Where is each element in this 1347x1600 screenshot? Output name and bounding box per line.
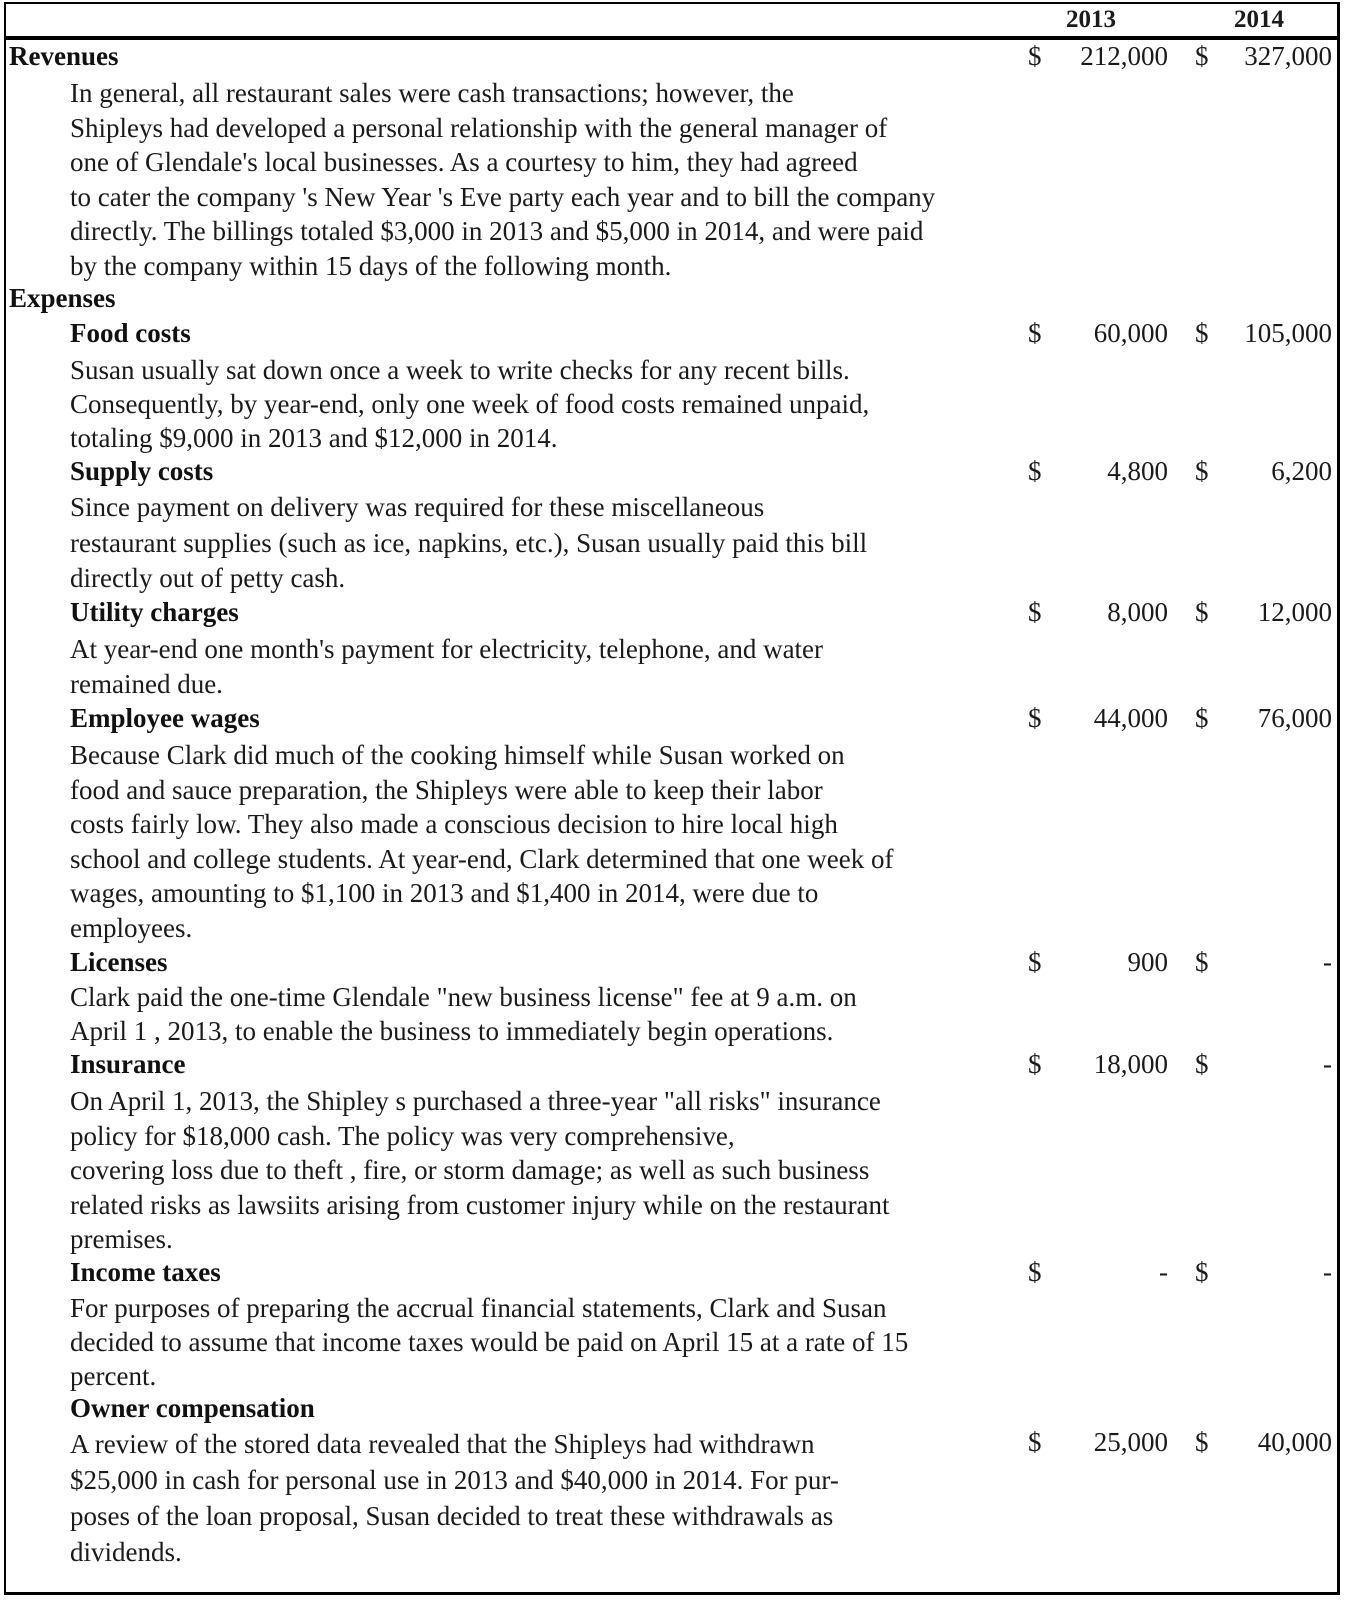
revenues-2013-dollar: $	[1028, 41, 1042, 71]
description-line: directly out of petty cash.	[70, 563, 346, 593]
description-line: food and sauce preparation, the Shipleys were able to keep their labor	[70, 774, 823, 805]
licenses-label: Licenses	[70, 947, 168, 977]
insurance-2013-value: 18,000	[1093, 1049, 1168, 1079]
owner-compensation-2014-value: 40,000	[1257, 1427, 1332, 1457]
food-costs-2014-dollar: $	[1195, 318, 1209, 348]
description-line: On April 1, 2013, the Shipley s purchased a three-year "all risks" insurance	[70, 1086, 881, 1116]
food-costs-label: Food costs	[70, 318, 191, 348]
description-line: $25,000 in cash for personal use in 2013 and $40,000 in 2014. For pur-	[70, 1465, 839, 1495]
utility-charges-2013-dollar: $	[1028, 597, 1042, 627]
description-line: one of Glendale's local businesses. As a courtesy to him, they had agreed	[70, 147, 858, 177]
description-line: April 1 , 2013, to enable the business to immediately begin operations.	[70, 1016, 834, 1046]
description-line: by the company within 15 days of the following month.	[70, 250, 672, 281]
utility-charges-2014-value: 12,000	[1257, 597, 1332, 627]
supply-costs-2014-dollar: $	[1195, 456, 1209, 486]
licenses-2013-value: 900	[1127, 947, 1168, 977]
description-line: poses of the loan proposal, Susan decided to treat these withdrawals as	[70, 1501, 834, 1531]
food-costs-2014-value: 105,000	[1244, 318, 1332, 348]
insurance-2014-value: -	[1323, 1049, 1332, 1079]
income-taxes-2014-dollar: $	[1195, 1257, 1209, 1287]
description-line: For purposes of preparing the accrual financial statements, Clark and Susan	[70, 1293, 887, 1323]
description-line: Clark paid the one-time Glendale "new business license" fee at 9 a.m. on	[70, 982, 857, 1012]
description-line: decided to assume that income taxes would be paid on April 15 at a rate of 15	[70, 1327, 909, 1357]
description-line: Consequently, by year-end, only one week of food costs remained unpaid,	[70, 389, 870, 419]
description-line: A review of the stored data revealed that the Shipleys had withdrawn	[70, 1429, 815, 1459]
licenses-description	[70, 980, 857, 1048]
description-line: costs fairly low. They also made a conscious decision to hire local high	[70, 809, 838, 839]
supply-costs-label: Supply costs	[70, 456, 214, 486]
description-line: Because Clark did much of the cooking himself while Susan worked on	[70, 740, 845, 770]
supply-costs-description	[70, 490, 867, 597]
employee-wages-2014-value: 76,000	[1257, 703, 1332, 733]
employee-wages-2013-dollar: $	[1028, 703, 1042, 733]
description-line: percent.	[70, 1361, 157, 1391]
insurance-label: Insurance	[70, 1049, 186, 1079]
description-line: employees.	[70, 912, 193, 943]
employee-wages-2013-value: 44,000	[1093, 703, 1168, 733]
description-line: At year-end one month's payment for electricity, telephone, and water	[70, 634, 824, 664]
income-taxes-2013-value: -	[1159, 1257, 1168, 1287]
year-header-2013: 2013	[1066, 6, 1116, 33]
revenues-description	[70, 76, 935, 283]
income-taxes-label: Income taxes	[70, 1257, 221, 1287]
income-taxes-2013-dollar: $	[1028, 1257, 1042, 1287]
description-line: related risks as lawsiits arising from customer injury while on the restaurant	[70, 1189, 890, 1220]
owner-compensation-label: Owner compensation	[70, 1393, 315, 1423]
description-line: restaurant supplies (such as ice, napkins, etc.), Susan usually paid this bill	[70, 527, 868, 558]
employee-wages-description	[70, 738, 893, 945]
owner-compensation-description	[70, 1426, 839, 1570]
insurance-2013-dollar: $	[1028, 1049, 1042, 1079]
year-header-2014: 2014	[1234, 6, 1284, 33]
licenses-2013-dollar: $	[1028, 947, 1042, 977]
utility-charges-description	[70, 632, 823, 702]
description-line: premises.	[70, 1224, 173, 1254]
description-line: remained due.	[70, 669, 223, 699]
description-line: Shipleys had developed a personal relationship with the general manager of	[70, 112, 888, 143]
owner-compensation-2014-dollar: $	[1195, 1427, 1209, 1457]
utility-charges-label: Utility charges	[70, 597, 239, 627]
description-line: Since payment on delivery was required for these miscellaneous	[70, 492, 765, 522]
supply-costs-2014-value: 6,200	[1271, 456, 1332, 486]
food-costs-2013-dollar: $	[1028, 318, 1042, 348]
food-costs-2013-value: 60,000	[1093, 318, 1168, 348]
description-line: covering loss due to theft , fire, or storm damage; as well as such business	[70, 1155, 870, 1185]
utility-charges-2013-value: 8,000	[1107, 597, 1168, 627]
owner-compensation-2013-value: 25,000	[1093, 1427, 1168, 1457]
description-line: to cater the company 's New Year 's Eve party each year and to bill the company	[70, 181, 936, 212]
revenues-2014-value: 327,000	[1244, 41, 1332, 71]
description-line: Susan usually sat down once a week to write checks for any recent bills.	[70, 355, 850, 385]
income-taxes-description	[70, 1291, 908, 1393]
owner-compensation-2013-dollar: $	[1028, 1427, 1042, 1457]
description-line: directly. The billings totaled $3,000 in 2013 and $5,000 in 2014, and were paid	[70, 216, 924, 246]
employee-wages-label: Employee wages	[70, 703, 260, 733]
utility-charges-2014-dollar: $	[1195, 597, 1209, 627]
insurance-description	[70, 1084, 890, 1257]
description-line: dividends.	[70, 1537, 182, 1567]
description-line: school and college students. At year-end, Clark determined that one week of	[70, 843, 894, 874]
description-line: totaling $9,000 in 2013 and $12,000 in 2014.	[70, 423, 558, 453]
insurance-2014-dollar: $	[1195, 1049, 1209, 1079]
licenses-2014-value: -	[1323, 947, 1332, 977]
income-taxes-2014-value: -	[1323, 1257, 1332, 1287]
food-costs-description	[70, 353, 869, 455]
employee-wages-2014-dollar: $	[1195, 703, 1209, 733]
revenues-label: Revenues	[9, 41, 119, 71]
revenues-2014-dollar: $	[1195, 41, 1209, 71]
description-line: wages, amounting to $1,100 in 2013 and $1,400 in 2014, were due to	[70, 878, 819, 908]
supply-costs-2013-value: 4,800	[1107, 456, 1168, 486]
revenues-2013-value: 212,000	[1080, 41, 1168, 71]
description-line: policy for $18,000 cash. The policy was very comprehensive,	[70, 1120, 735, 1151]
licenses-2014-dollar: $	[1195, 947, 1209, 977]
description-line: In general, all restaurant sales were cash transactions; however, the	[70, 78, 794, 108]
supply-costs-2013-dollar: $	[1028, 456, 1042, 486]
expenses-label: Expenses	[9, 283, 116, 313]
